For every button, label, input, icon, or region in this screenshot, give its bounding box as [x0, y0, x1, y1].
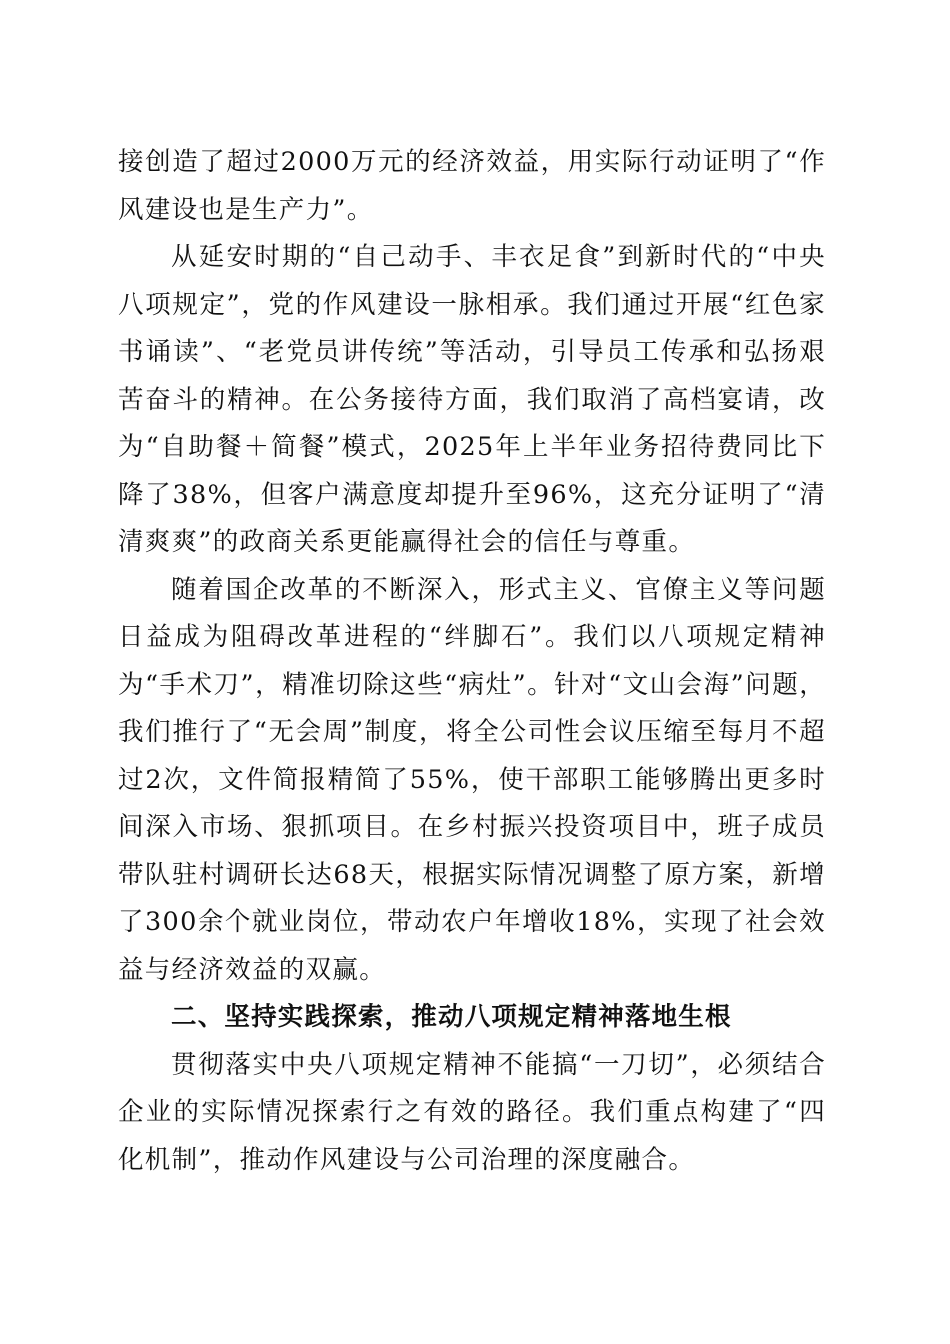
paragraph-implementation: 贯彻落实中央八项规定精神不能搞“一刀切”，必须结合企业的实际情况探索行之有效的路径。我们重点构建了“四化机制”，推动作风建设与公司治理的深度融合。 [118, 1049, 826, 1175]
paragraph-work-style-tradition: 从延安时期的“自己动手、丰衣足食”到新时代的“中央八项规定”，党的作风建设一脉相承。我们通过开展“红色家书诵读”、“老党员讲传统”等活动，引导员工传承和弘扬艰苦奋斗的精神。在公务接待方面，我们取消了高档宴请，改为“自助餐＋简餐”模式，2025年上半年业务招待费同比下降了38%，但客户满意度却提升至96%，这充分证明了“清清爽爽”的政商关系更能赢得社会的信任与尊重。 [118, 242, 826, 557]
section-heading: 二、坚持实践探索，推动八项规定精神落地生根 [171, 1002, 732, 1032]
document-body [118, 139, 826, 1184]
paragraph-continuation: 接创造了超过2000万元的经济效益，用实际行动证明了“作风建设也是生产力”。 [118, 147, 826, 225]
paragraph-reform-issues: 随着国企改革的不断深入，形式主义、官僚主义等问题日益成为阻碍改革进程的“绊脚石”。我们以八项规定精神为“手术刀”，精准切除这些“病灶”。针对“文山会海”问题，我们推行了“无会周”制度，将全公司性会议压缩至每月不超过2次，文件简报精简了55%，使干部职工能够腾出更多时间深入市场、狠抓项目。在乡村振兴投资项目中，班子成员带队驻村调研长达68天，根据实际情况调整了原方案，新增了300余个就业岗位，带动农户年增收18%，实现了社会效益与经济效益的双赢。 [118, 574, 826, 985]
